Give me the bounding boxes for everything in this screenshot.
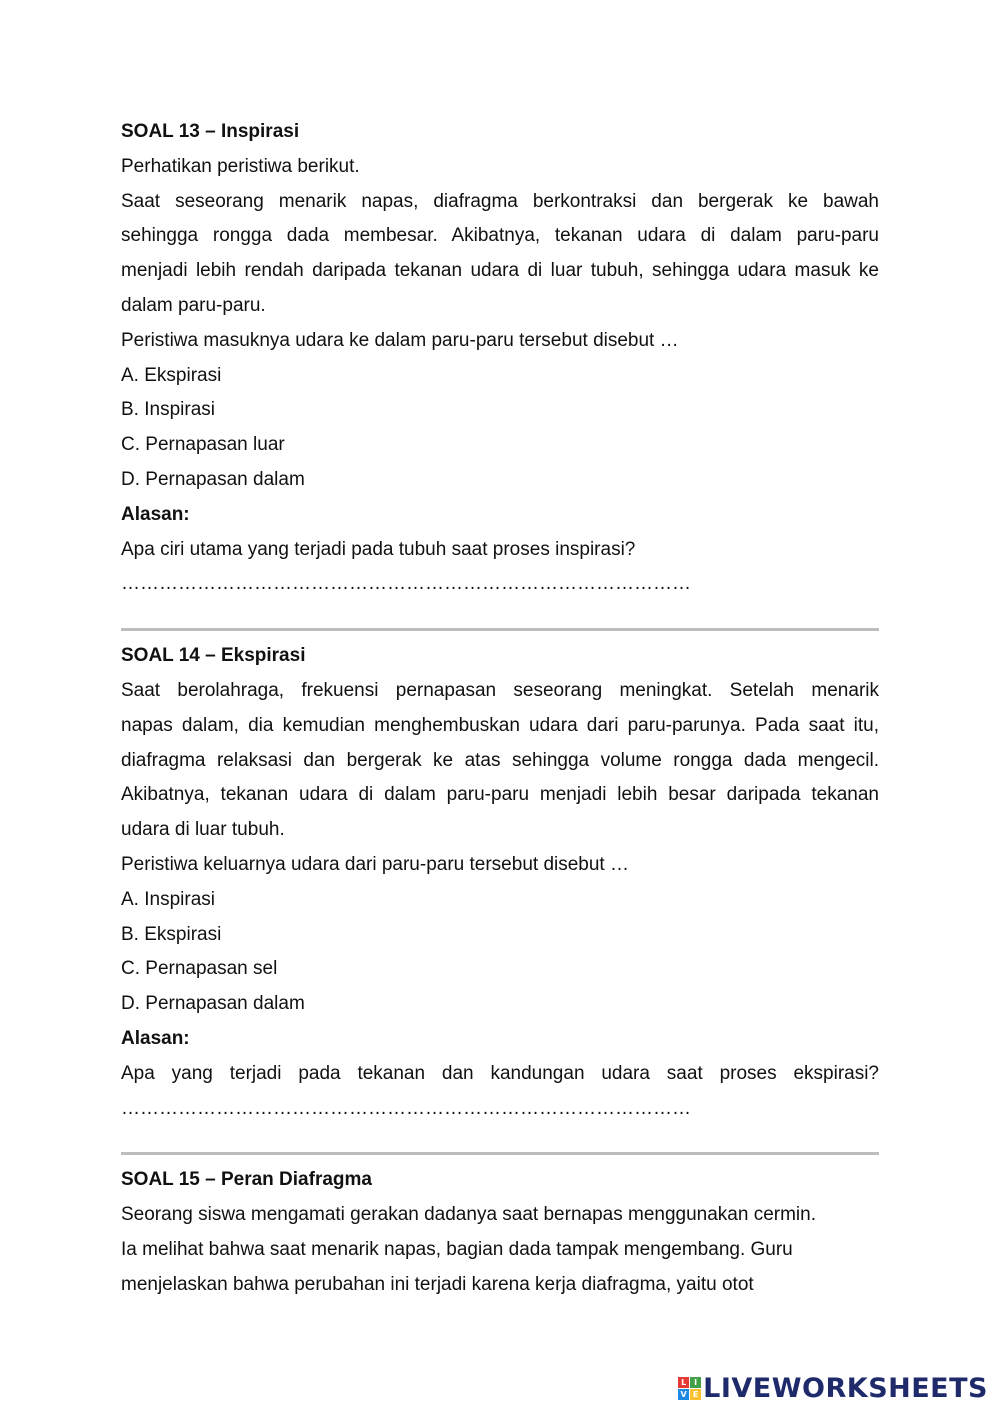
logo-mark-cell: E — [690, 1389, 701, 1400]
soal-13-title: SOAL 13 – Inspirasi — [121, 121, 300, 142]
soal-13-paragraph-line: Saat seseorang menarik napas, diafragma berkontraksi dan bergerak ke bawah — [121, 190, 879, 212]
soal-13-question: Peristiwa masuknya udara ke dalam paru-paru tersebut disebut … — [121, 329, 679, 351]
soal-13-option-d[interactable]: D. Pernapasan dalam — [121, 468, 305, 490]
logo-mark-cell: L — [678, 1377, 689, 1388]
logo-mark-cell: V — [678, 1389, 689, 1400]
soal-15-line: Seorang siswa mengamati gerakan dadanya saat bernapas menggunakan cermin. — [121, 1204, 816, 1226]
soal-14-title: SOAL 14 – Ekspirasi — [121, 645, 306, 667]
section-divider — [121, 1152, 879, 1155]
soal-13-option-a[interactable]: A. Ekspirasi — [121, 364, 222, 386]
soal-13-option-b[interactable]: B. Inspirasi — [121, 399, 215, 421]
soal-14-paragraph-line: Akibatnya, tekanan udara di dalam paru-paru menjadi lebih besar daripada tekanan — [121, 784, 879, 806]
logo-mark-cell: I — [690, 1377, 701, 1388]
soal-13-paragraph-line: menjadi lebih rendah daripada tekanan udara di luar tubuh, sehingga udara masuk ke — [121, 260, 879, 282]
soal-14-reason-label: Alasan: — [121, 1027, 190, 1049]
soal-13-option-c[interactable]: C. Pernapasan luar — [121, 434, 285, 456]
soal-14-option-b[interactable]: B. Ekspirasi — [121, 923, 222, 945]
soal-15-line: menjelaskan bahwa perubahan ini terjadi karena kerja diafragma, yaitu otot — [121, 1273, 754, 1295]
soal-14-paragraph-line: udara di luar tubuh. — [121, 819, 285, 841]
soal-13-intro: Perhatikan peristiwa berikut. — [121, 155, 360, 177]
worksheet-page — [121, 115, 879, 1303]
soal-13-reason-question: Apa ciri utama yang terjadi pada tubuh saat proses inspirasi? — [121, 538, 636, 560]
soal-14-option-d[interactable]: D. Pernapasan dalam — [121, 993, 305, 1015]
soal-14-paragraph-line: Saat berolahraga, frekuensi pernapasan seseorang meningkat. Setelah menarik — [121, 679, 879, 701]
soal-14-answer-field[interactable]: ……………………………………………………………………………… — [121, 1097, 691, 1119]
logo-mark-icon — [678, 1377, 701, 1400]
liveworksheets-logo — [678, 1373, 988, 1404]
soal-14-paragraph-line: napas dalam, dia kemudian menghembuskan udara dari paru-parunya. Pada saat itu, — [121, 714, 879, 736]
soal-13-paragraph-line: dalam paru-paru. — [121, 294, 266, 316]
soal-14-paragraph-line: diafragma relaksasi dan bergerak ke atas sehingga volume rongga dada mengecil. — [121, 749, 879, 771]
logo-text: LIVEWORKSHEETS — [703, 1373, 988, 1404]
soal-14-option-c[interactable]: C. Pernapasan sel — [121, 958, 278, 980]
soal-14-reason-question: Apa yang terjadi pada tekanan dan kandungan udara saat proses ekspirasi? — [121, 1062, 879, 1084]
soal-13-answer-field[interactable]: ……………………………………………………………………………… — [121, 573, 691, 595]
section-divider — [121, 628, 879, 631]
soal-13-paragraph-line: sehingga rongga dada membesar. Akibatnya, tekanan udara di dalam paru-paru — [121, 225, 879, 247]
soal-15-title: SOAL 15 – Peran Diafragma — [121, 1169, 372, 1191]
soal-14-option-a[interactable]: A. Inspirasi — [121, 888, 215, 910]
soal-13-reason-label: Alasan: — [121, 503, 190, 525]
soal-15-line: Ia melihat bahwa saat menarik napas, bagian dada tampak mengembang. Guru — [121, 1238, 793, 1260]
soal-14-question: Peristiwa keluarnya udara dari paru-paru tersebut disebut … — [121, 853, 629, 875]
